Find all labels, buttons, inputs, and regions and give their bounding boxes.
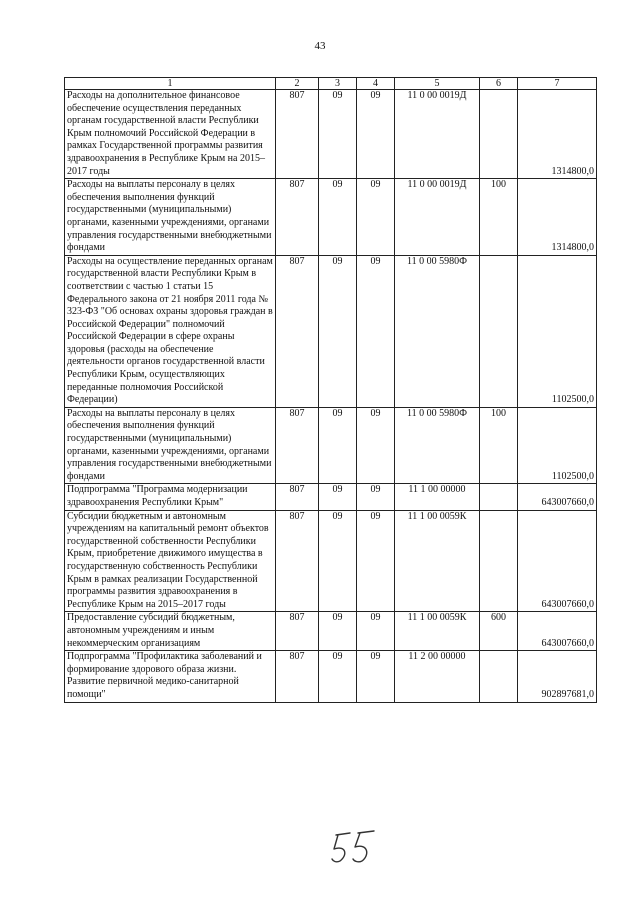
table-row: [65, 510, 597, 612]
row-name-cell: Расходы на дополнительное финансовое обеспечение осуществления переданных органам государственной власти Республики Крым полномочий Российской Федерации в рамках Государственной программы развития здравоохранения в Республике Крым на 2015–2017 годы: [65, 90, 276, 179]
col-header-6: 6: [480, 78, 518, 90]
ministry-code-cell: 807: [276, 484, 319, 510]
subsection-code-cell: 09: [357, 407, 395, 484]
section-code-cell: 09: [319, 179, 357, 256]
amount-cell: 1102500,0: [518, 255, 597, 407]
row-name-cell: Подпрограмма "Профилактика заболеваний и формирование здорового образа жизни. Развитие первичной медико-санитарной помощи": [65, 651, 276, 702]
section-code-cell: 09: [319, 612, 357, 651]
target-article-cell: 11 0 00 0019Д: [395, 90, 480, 179]
section-code-cell: 09: [319, 651, 357, 702]
col-header-7: 7: [518, 78, 597, 90]
subsection-code-cell: 09: [357, 510, 395, 612]
row-name-cell: Предоставление субсидий бюджетным, автономным учреждениям и иным некоммерческим организациям: [65, 612, 276, 651]
expense-type-cell: 600: [480, 612, 518, 651]
amount-cell: 1314800,0: [518, 90, 597, 179]
subsection-code-cell: 09: [357, 612, 395, 651]
table-row: [65, 612, 597, 651]
target-article-cell: 11 0 00 5980Ф: [395, 407, 480, 484]
row-name-cell: Субсидии бюджетным и автономным учреждениям на капитальный ремонт объектов государственной собственности Республики Крым, приобретение движимого имущества в государственную собственность Республики Крым в рамках реализации Государственной программы развития здравоохранения в Республике Крым на 2015–2017 годы: [65, 510, 276, 612]
expense-type-cell: [480, 651, 518, 702]
ministry-code-cell: 807: [276, 90, 319, 179]
expense-type-cell: [480, 255, 518, 407]
col-header-2: 2: [276, 78, 319, 90]
section-code-cell: 09: [319, 255, 357, 407]
subsection-code-cell: 09: [357, 255, 395, 407]
section-code-cell: 09: [319, 407, 357, 484]
ministry-code-cell: 807: [276, 651, 319, 702]
target-article-cell: 11 0 00 0019Д: [395, 179, 480, 256]
table-row: [65, 179, 597, 256]
budget-table: [64, 77, 597, 703]
col-header-3: 3: [319, 78, 357, 90]
target-article-cell: 11 1 00 00000: [395, 484, 480, 510]
amount-cell: 643007660,0: [518, 510, 597, 612]
row-name-cell: Расходы на осуществление переданных органам государственной власти Республики Крым в соответствии с частью 1 статьи 15 Федерального закона от 21 ноября 2011 года № 323-ФЗ "Об основах охраны здоровья граждан в Российской Федерации" полномочий Российской Федерации в сфере охраны здоровья (расходы на обеспечение деятельности органов государственной власти Республики Крым, осуществляющих переданные полномочия Российской Федерации): [65, 255, 276, 407]
ministry-code-cell: 807: [276, 255, 319, 407]
table-header-row: [65, 78, 597, 90]
section-code-cell: 09: [319, 484, 357, 510]
target-article-cell: 11 2 00 00000: [395, 651, 480, 702]
table-row: [65, 484, 597, 510]
subsection-code-cell: 09: [357, 179, 395, 256]
subsection-code-cell: 09: [357, 484, 395, 510]
expense-type-cell: [480, 90, 518, 179]
expense-type-cell: 100: [480, 179, 518, 256]
expense-type-cell: 100: [480, 407, 518, 484]
amount-cell: 643007660,0: [518, 612, 597, 651]
expense-type-cell: [480, 484, 518, 510]
table-row: [65, 651, 597, 702]
row-name-cell: Расходы на выплаты персоналу в целях обеспечения выполнения функций государственными (муниципальными) органами, казенными учреждениями, органами управления государственными внебюджетными фондами: [65, 407, 276, 484]
section-code-cell: 09: [319, 510, 357, 612]
section-code-cell: 09: [319, 90, 357, 179]
table-row: [65, 90, 597, 179]
ministry-code-cell: 807: [276, 179, 319, 256]
target-article-cell: 11 1 00 0059К: [395, 510, 480, 612]
amount-cell: 902897681,0: [518, 651, 597, 702]
amount-cell: 1314800,0: [518, 179, 597, 256]
subsection-code-cell: 09: [357, 90, 395, 179]
amount-cell: 1102500,0: [518, 407, 597, 484]
table-row: [65, 407, 597, 484]
handwritten-page-mark: [330, 825, 380, 865]
target-article-cell: 11 1 00 0059К: [395, 612, 480, 651]
amount-cell: 643007660,0: [518, 484, 597, 510]
target-article-cell: 11 0 00 5980Ф: [395, 255, 480, 407]
col-header-1: 1: [65, 78, 276, 90]
ministry-code-cell: 807: [276, 407, 319, 484]
page-number: 43: [314, 40, 326, 52]
table-row: [65, 255, 597, 407]
subsection-code-cell: 09: [357, 651, 395, 702]
col-header-4: 4: [357, 78, 395, 90]
ministry-code-cell: 807: [276, 510, 319, 612]
row-name-cell: Расходы на выплаты персоналу в целях обеспечения выполнения функций государственными (муниципальными) органами, казенными учреждениями, органами управления государственными внебюджетными фондами: [65, 179, 276, 256]
expense-type-cell: [480, 510, 518, 612]
ministry-code-cell: 807: [276, 612, 319, 651]
col-header-5: 5: [395, 78, 480, 90]
row-name-cell: Подпрограмма "Программа модернизации здравоохранения Республики Крым": [65, 484, 276, 510]
